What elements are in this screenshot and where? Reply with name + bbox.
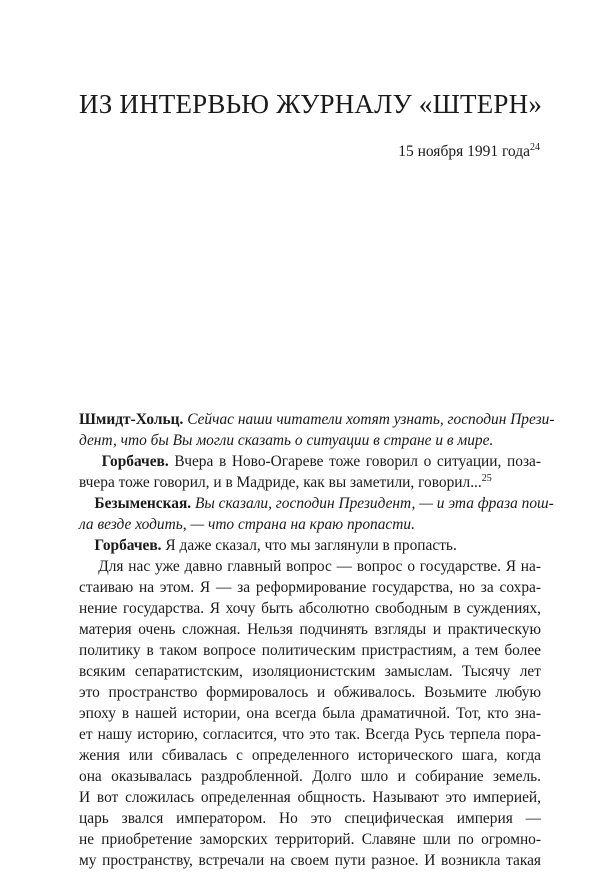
page-title: ИЗ ИНТЕРВЬЮ ЖУРНАЛУ «ШТЕРН» — [79, 89, 543, 119]
answer-text: Я даже сказал, что мы заглянули в пропасть. — [165, 537, 457, 554]
paragraph-line: И вот сложилась определенная общность. Называют это империей, — [79, 789, 541, 806]
speaker-name: Шмидт-Хольц. — [79, 411, 184, 428]
paragraph-line: ​ Горбачев. Я даже сказал, что мы заглянули в пропасть. — [79, 537, 457, 554]
paragraph-line — [79, 472, 541, 493]
dialogue-block-2 — [79, 493, 554, 871]
paragraph-line: царь звался императором. Но это специфическая империя — — [79, 810, 541, 827]
speaker-name: Безыменская. — [94, 495, 192, 512]
paragraph-line: политику в таком вопросе политическим пристрастиям, а тем более — [79, 642, 541, 659]
paragraph-line: материя очень сложная. Нельзя подчинять взгляды и практическую — [79, 621, 541, 638]
question-text: дент, что бы Вы могли сказать о ситуации в стране и в мире. — [79, 432, 494, 449]
answer-text: Вчера в Ново-Огареве тоже говорил о ситуации, поза- — [174, 453, 541, 470]
paragraph-line: му пространству, встречали на своем пути разное. И возникла такая — [79, 852, 541, 869]
paragraph-line: ​ Горбачев. Вчера в Ново-Огареве тоже говорил о ситуации, поза- — [79, 453, 541, 470]
paragraph-line — [79, 409, 555, 430]
interview-date — [398, 143, 540, 161]
paragraph-line: ​ Для нас уже давно главный вопрос — вопрос о государстве. Я на- — [79, 558, 542, 575]
speaker-name: Горбачев. — [101, 453, 169, 470]
paragraph-line: ​ Безыменская. Вы сказали, господин Президент, — и эта фраза пош- — [79, 495, 554, 512]
paragraph-line: это пространство формировалось и обживалось. Возьмите любую — [79, 684, 541, 701]
question-text: Вы сказали, господин Президент, — и эта фраза пош- — [194, 495, 554, 512]
paragraph-line — [79, 514, 541, 535]
footnote-marker: 25 — [481, 473, 492, 484]
paragraph-line — [79, 430, 541, 451]
speaker-name: Горбачев. — [94, 537, 162, 554]
question-text: Сейчас наши читатели хотят узнать, господин Прези- — [187, 411, 555, 428]
answer-text: вчера тоже говорил, и в Мадриде, как вы заметили, говорил... — [79, 474, 482, 491]
paragraph-line: ет нашу историю, согласится, что это так. Всегда Русь терпела пора- — [79, 726, 541, 743]
question-text: ла везде ходить, — что страна на краю пропасти. — [79, 516, 415, 533]
paragraph-line: всяким сепаратистским, изоляционистским замыслам. Тысячу лет — [79, 663, 541, 680]
paragraph-line: эпоху в нашей истории, она всегда была драматичной. Тот, кто зна- — [79, 705, 541, 722]
footnote-marker: 24 — [530, 142, 540, 153]
paragraph-line: нение государства. Я хочу быть абсолютно свободным в суждениях, — [79, 600, 541, 617]
paragraph-line: она оказывалась раздробленной. Долго шло и собирание земель. — [79, 768, 541, 785]
paragraph-line: жения или сбивалась с определенного исторического шага, когда — [79, 747, 541, 764]
date-text: 15 ноября 1991 года — [398, 143, 530, 160]
answer-paragraph — [79, 556, 541, 871]
paragraph-line: не приобретение заморских территорий. Славяне шли по огромно- — [79, 831, 541, 848]
paragraph-line: стаиваю на этом. Я — за реформирование государства, но за сохра- — [79, 579, 541, 596]
dialogue-block-1 — [79, 409, 555, 493]
